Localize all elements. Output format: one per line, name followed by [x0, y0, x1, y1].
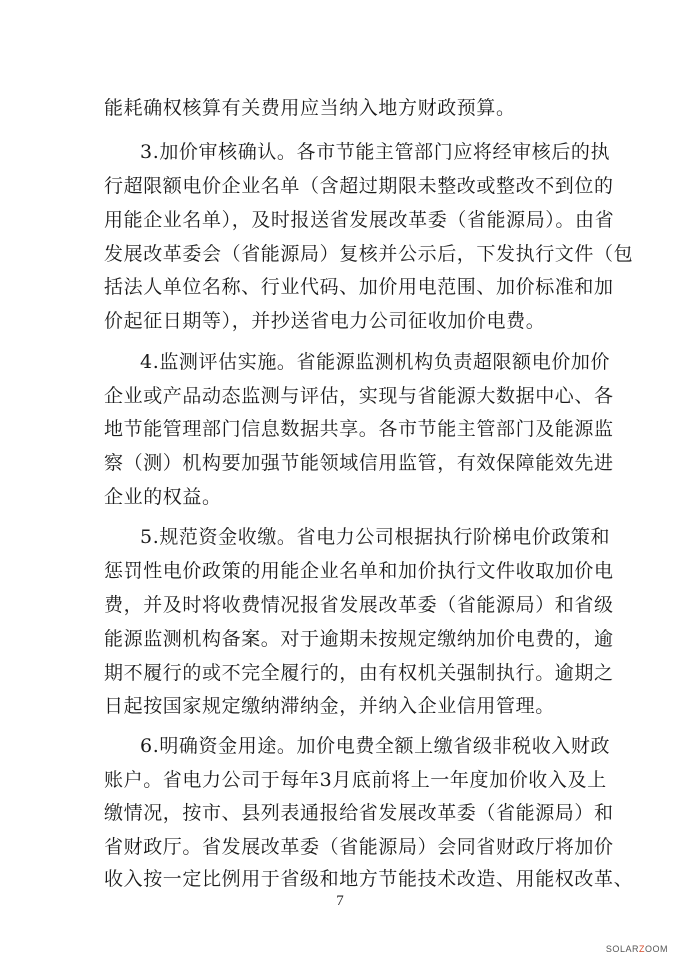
paragraph-line: 能耗确权核算有关费用应当纳入地方财政预算。: [104, 97, 516, 119]
paragraph-line: 括法人单位名称、行业代码、加价用电范围、加价标准和加: [104, 276, 614, 299]
paragraph-line: 期不履行的或不完全履行的，由有权机关强制执行。逾期之: [104, 661, 614, 684]
watermark-text: SOLARZOOM: [605, 944, 668, 954]
page-number: 7: [336, 893, 344, 909]
paragraph-line: 企业或产品动态监测与评估，实现与省能源大数据中心、各: [104, 384, 614, 407]
paragraph-line: 发展改革委会（省能源局）复核并公示后，下发执行文件（包: [104, 242, 634, 265]
paragraph-line: 省财政厅。省发展改革委（省能源局）会同省财政厅将加价: [104, 836, 614, 859]
watermark-logo: [606, 944, 668, 954]
paragraph-line: 账户。省电力公司于每年3月底前将上一年度加价收入及上: [104, 768, 607, 791]
paragraph-line: 察（测）机构要加强节能领域信用监管，有效保障能效先进: [104, 452, 614, 475]
paragraph-line: 地节能管理部门信息数据共享。各市节能主管部门及能源监: [104, 418, 614, 441]
paragraph-line: 费，并及时将收费情况报省发展改革委（省能源局）和省级: [104, 593, 614, 616]
paragraph-line: 惩罚性电价政策的用能企业名单和加价执行文件收取加价电: [104, 560, 614, 583]
paragraph-line: 价起征日期等），并抄送省电力公司征收加价电费。: [104, 310, 546, 333]
paragraph-line: 3.加价审核确认。各市节能主管部门应将经审核后的执: [140, 141, 611, 164]
paragraph-line: 收入按一定比例用于省级和地方节能技术改造、用能权改革、: [104, 868, 634, 891]
paragraph-line: 用能企业名单），及时报送省发展改革委（省能源局）。由省: [104, 208, 615, 231]
paragraph-line: 行超限额电价企业名单（含超过期限未整改或整改不到位的: [104, 175, 614, 198]
paragraph-line: 6.明确资金用途。加价电费全额上缴省级非税收入财政: [140, 734, 611, 757]
paragraph-line: 日起按国家规定缴纳滞纳金，并纳入企业信用管理。: [104, 695, 555, 718]
paragraph-line: 4.监测评估实施。省能源监测机构负责超限额电价加价: [140, 350, 611, 373]
paragraph-line: 5.规范资金收缴。省电力公司根据执行阶梯电价政策和: [140, 526, 611, 549]
paragraph-line: 缴情况，按市、县列表通报给省发展改革委（省能源局）和: [104, 802, 614, 825]
paragraph-line: 企业的权益。: [104, 485, 222, 508]
paragraph-line: 能源监测机构备案。对于逾期未按规定缴纳加价电费的，逾: [104, 627, 614, 650]
